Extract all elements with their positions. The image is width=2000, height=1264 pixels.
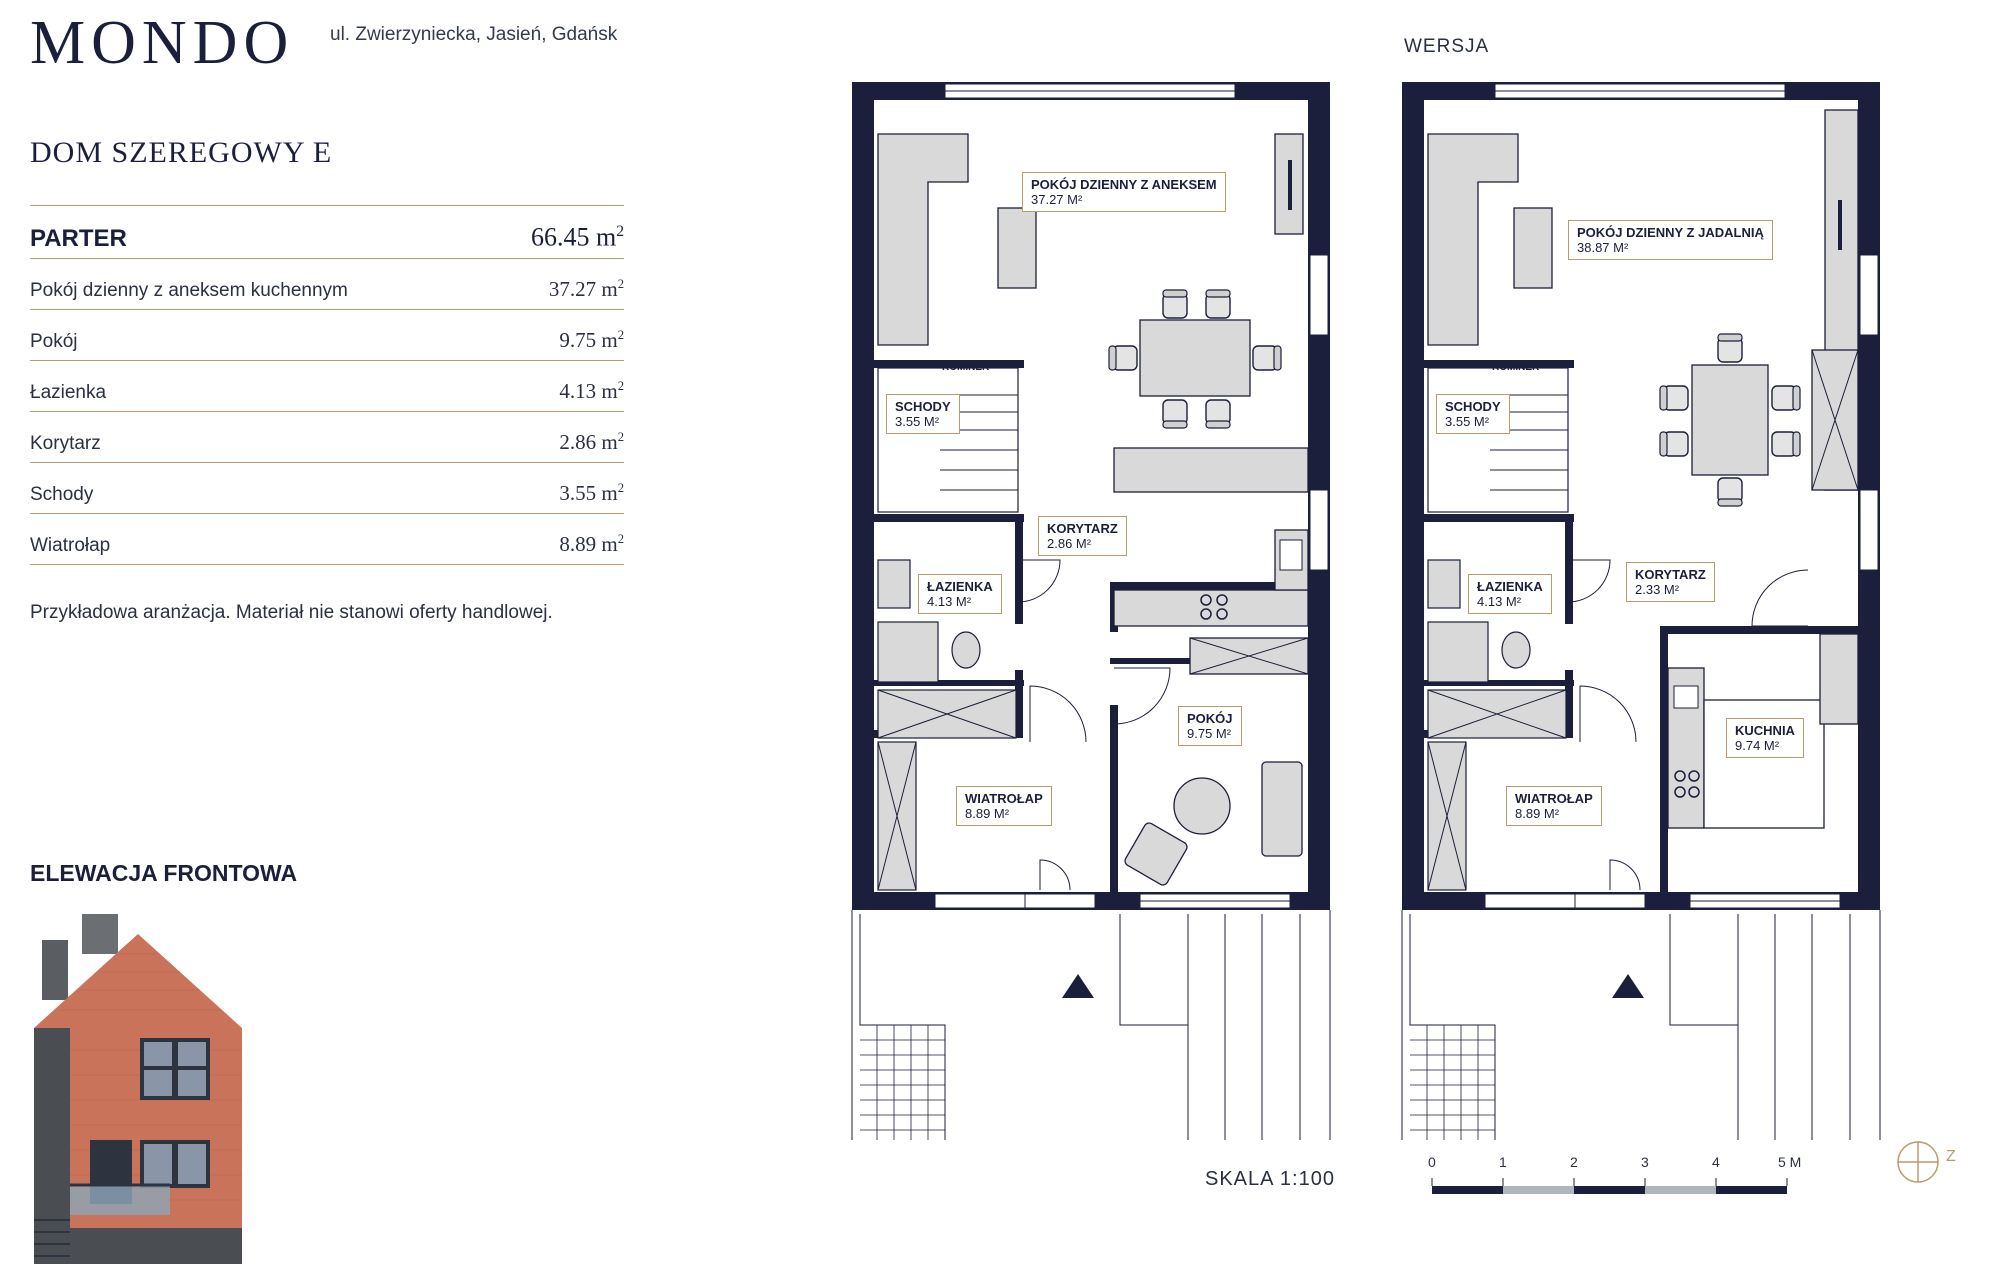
room-label-stairs-b: SCHODY 3.55 M² <box>1436 394 1510 434</box>
scale-label: SKALA 1:100 <box>1205 1168 1335 1190</box>
floor-name: PARTER <box>30 224 127 252</box>
room-name: Schody <box>30 484 94 505</box>
elevation-title: ELEWACJA FRONTOWA <box>30 860 298 886</box>
room-name: Łazienka <box>30 382 107 403</box>
room-area: 37.27 $m^2$ <box>548 277 624 301</box>
north-label: Z <box>1946 1148 1956 1165</box>
room-label-corridor-b: KORYTARZ 2.33 M² <box>1626 562 1715 602</box>
room-label-vestibule-b: WIATROŁAP 8.89 M² <box>1506 786 1602 826</box>
brand-logo: MONDO <box>30 9 295 77</box>
room-label-bathroom-b: ŁAZIENKA 4.13 M² <box>1468 574 1552 614</box>
room-label-bathroom-a: ŁAZIENKA 4.13 M² <box>918 574 1002 614</box>
room-area: 2.86 $m^2$ <box>559 430 624 454</box>
room-name: Pokój dzienny z aneksem kuchennym <box>30 280 348 301</box>
room-name: Korytarz <box>30 433 101 454</box>
room-label-room-a: POKÓJ 9.75 M² <box>1178 706 1242 746</box>
scale-tick: 3 <box>1641 1154 1649 1170</box>
fireplace-label-b: KOMINEK <box>1492 362 1540 373</box>
house-title: DOM SZEREGOWY E <box>30 136 333 169</box>
fireplace-label-a: KOMINEK <box>942 362 990 373</box>
version-label: WERSJA <box>1404 36 1490 57</box>
room-area: 3.55 $m^2$ <box>559 481 624 505</box>
scale-tick: 1 <box>1499 1154 1507 1170</box>
room-name: Pokój <box>30 331 78 352</box>
scale-tick: 2 <box>1570 1154 1578 1170</box>
scale-tick: 0 <box>1428 1154 1436 1170</box>
room-label-vestibule-a: WIATROŁAP 8.89 M² <box>956 786 1052 826</box>
address: ul. Zwierzyniecka, Jasień, Gdańsk <box>330 24 618 45</box>
room-label-living-a: POKÓJ DZIENNY Z ANEKSEM 37.27 M² <box>1022 172 1226 212</box>
room-area: 4.13 $m^2$ <box>559 379 624 403</box>
room-area: 8.89 $m^2$ <box>559 532 624 556</box>
floor-total: 66.45 $m^2$ <box>530 222 624 252</box>
room-area: 9.75 $m^2$ <box>559 328 624 352</box>
scale-tick: 4 <box>1712 1154 1720 1170</box>
disclaimer: Przykładowa aranżacja. Materiał nie stanowi oferty handlowej. <box>30 602 553 623</box>
scale-tick: 5 M <box>1778 1154 1802 1170</box>
room-label-living-b: POKÓJ DZIENNY Z JADALNIĄ 38.87 M² <box>1568 220 1773 260</box>
room-name: Wiatrołap <box>30 535 111 556</box>
room-label-corridor-a: KORYTARZ 2.86 M² <box>1038 516 1127 556</box>
scale-bar <box>1432 1178 1787 1194</box>
compass-icon <box>1898 1142 1938 1182</box>
room-label-kitchen-b: KUCHNIA 9.74 M² <box>1726 718 1804 758</box>
room-label-stairs-a: SCHODY 3.55 M² <box>886 394 960 434</box>
